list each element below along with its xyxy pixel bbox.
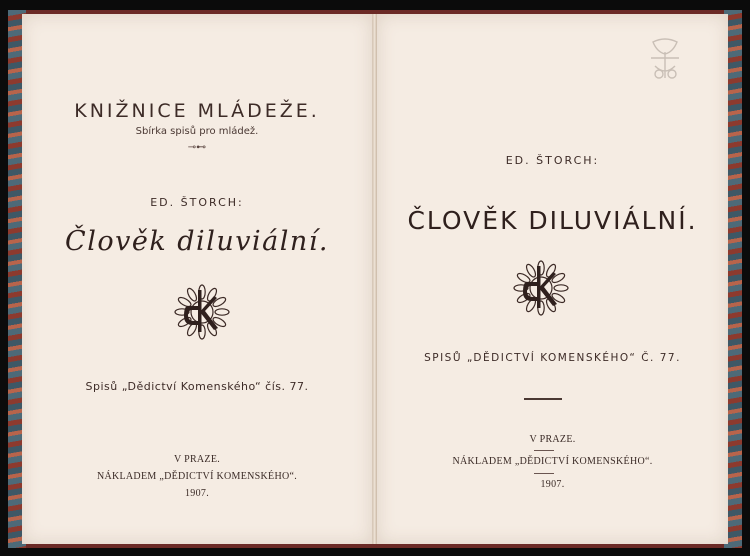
publication-year: 1907. xyxy=(185,488,209,499)
publisher-line: NÁKLADEM „DĚDICTVÍ KOMENSKÉHO“. xyxy=(452,456,653,467)
series-number-line: SPISŮ „DĚDICTVÍ KOMENSKÉHO“ Č. 77. xyxy=(424,352,681,364)
series-number-line: Spisů „Dědictví Komenského“ čís. 77. xyxy=(85,380,309,393)
publication-year: 1907. xyxy=(540,479,565,490)
ornament: ⊸⊷ xyxy=(187,142,207,153)
series-title: KNIŽNICE MLÁDEŽE. xyxy=(74,100,320,122)
author-name: ED. ŠTORCH: xyxy=(505,154,600,167)
dk-monogram-icon xyxy=(513,260,569,316)
left-page xyxy=(22,14,373,544)
ornament-dash xyxy=(524,398,562,400)
series-subtitle: Sbírka spisů pro mládež. xyxy=(135,126,259,137)
right-page xyxy=(377,14,728,544)
place-of-publication: V PRAZE. xyxy=(529,434,576,445)
author-name: ED. ŠTORCH: xyxy=(150,196,244,209)
publisher-line: NÁKLADEM „DĚDICTVÍ KOMENSKÉHO“. xyxy=(96,471,298,482)
place-of-publication: V PRAZE. xyxy=(173,454,221,465)
divider-rule xyxy=(534,473,554,474)
divider-rule xyxy=(534,450,554,451)
dk-monogram-icon xyxy=(174,284,230,340)
library-stamp-icon xyxy=(645,36,685,82)
book-title: ČLOVĚK DILUVIÁLNÍ. xyxy=(407,206,698,235)
book-title: Člověk diluviální. xyxy=(65,226,329,257)
